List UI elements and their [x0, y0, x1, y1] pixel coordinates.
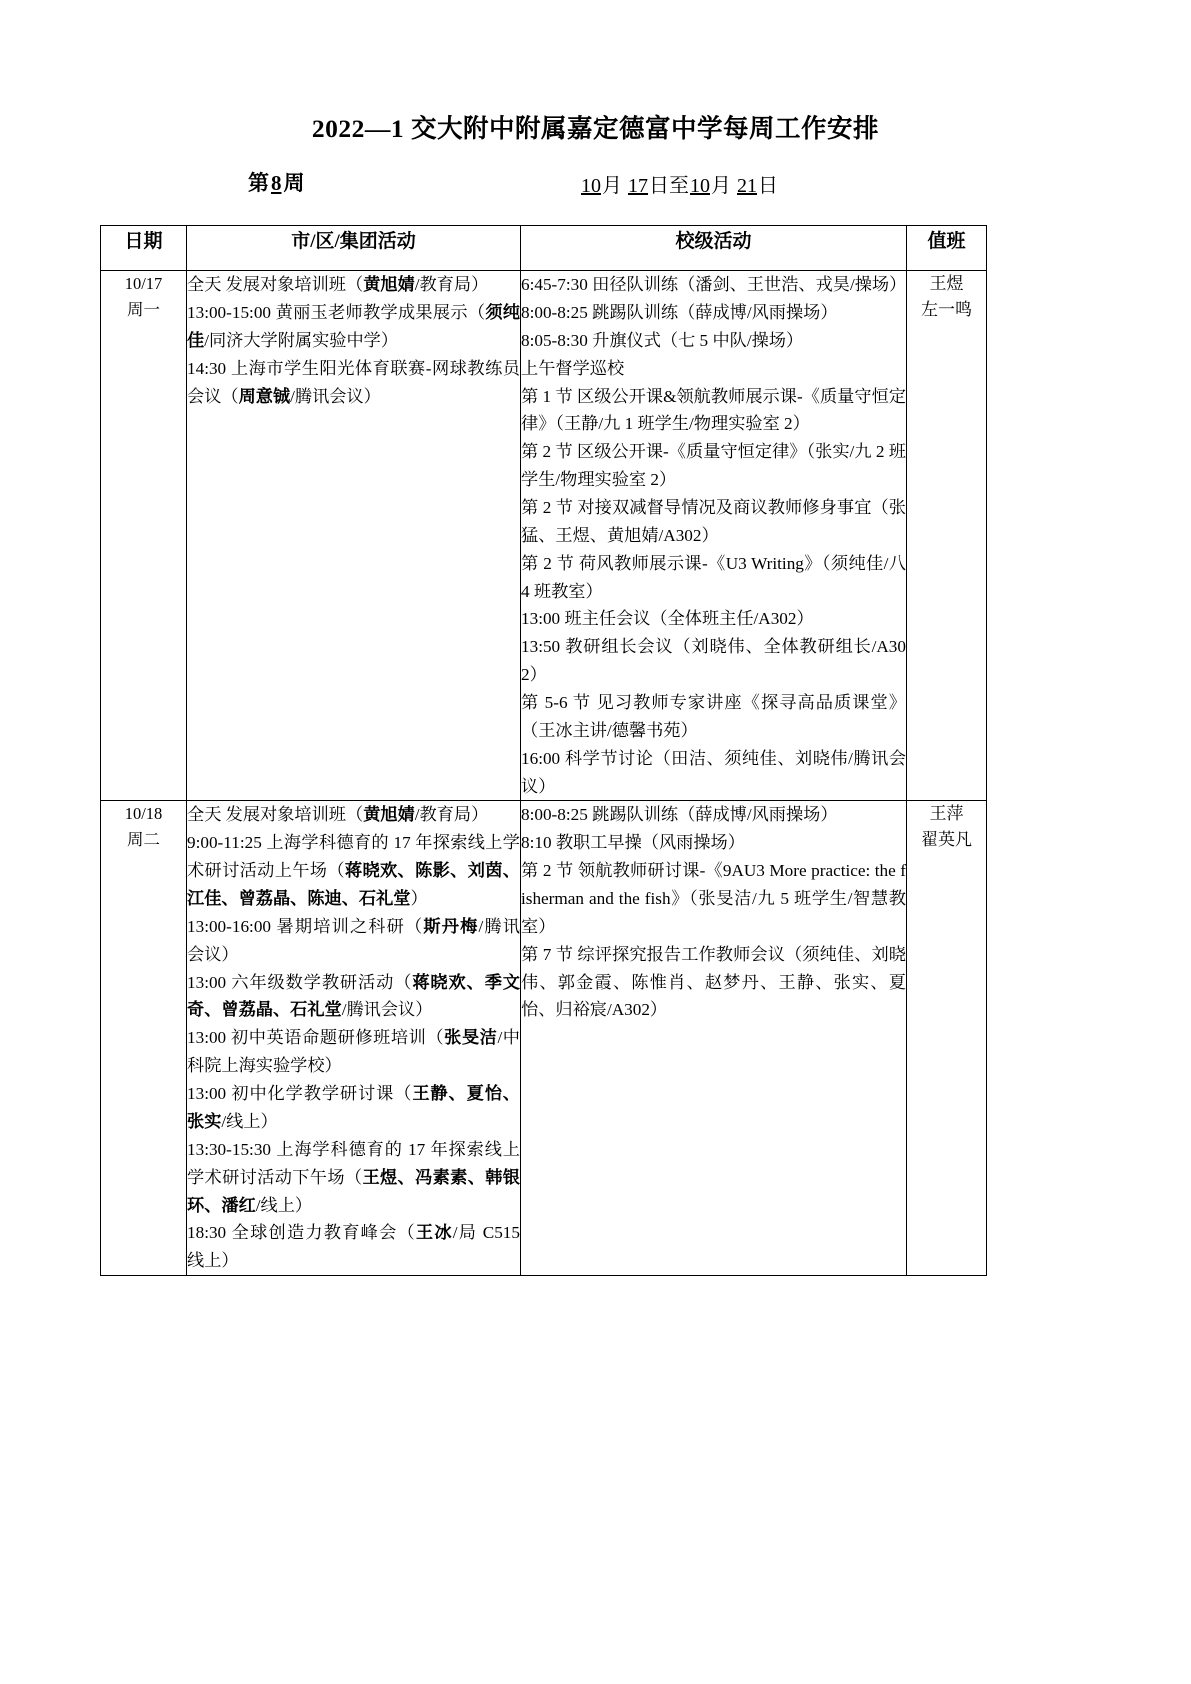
date-value: 10/17 [124, 274, 163, 294]
activity-entry: 13:00 班主任会议（全体班主任/A302） [521, 609, 814, 629]
page-title: 2022—1 交大附中附属嘉定德富中学每周工作安排 [311, 114, 880, 143]
activity-entry: 第 2 节 对接双减督导情况及商议教师修身事宜（张猛、王煜、黄旭婧/A302） [521, 498, 906, 545]
date-start-month: 10 [581, 175, 601, 198]
activity-entry: 全天 发展对象培训班（黄旭婧/教育局） [187, 805, 489, 825]
day-char-1: 日 [649, 175, 669, 198]
activity-entry: 第 5-6 节 见习教师专家讲座《探寻高品质课堂》（王冰主讲/德馨书苑） [521, 693, 906, 740]
cell-date [101, 271, 187, 801]
cell-city-activity [187, 271, 521, 801]
activity-entry: 13:00-15:00 黄丽玉老师教学成果展示（须纯佳/同济大学附属实验中学） [187, 303, 520, 350]
header-date: 日期 [101, 226, 187, 271]
cell-school-activity [521, 271, 907, 801]
weekday-value: 周一 [127, 299, 160, 319]
activity-entry: 13:50 教研组长会议（刘晓伟、全体教研组长/A302） [521, 637, 906, 685]
activity-entry: 18:30 全球创造力教育峰会（王冰/局 C515 线上） [187, 1223, 520, 1271]
date-range [580, 169, 778, 198]
weekday-value: 周二 [127, 830, 160, 850]
week-suffix: 周 [283, 171, 305, 196]
activity-entry: 第 2 节 荷风教师展示课-《U3 Writing》（须纯佳/八 4 班教室） [521, 553, 906, 601]
activity-entry: 13:00 初中化学教学研讨课（王静、夏怡、张实/线上） [187, 1084, 520, 1131]
activity-entry: 14:30 上海市学生阳光体育联赛-网球教练员会议（周意铖/腾讯会议） [187, 358, 520, 406]
date-end-month: 10 [690, 175, 710, 198]
cell-school-activity [521, 801, 907, 1276]
header-city-activity: 市/区/集团活动 [187, 226, 521, 271]
activity-entry: 6:45-7:30 田径队训练（潘剑、王世浩、戎昊/操场） [521, 275, 907, 295]
activity-entry: 8:00-8:25 跳踢队训练（薛成博/风雨操场） [521, 303, 838, 322]
table-header-row [101, 226, 987, 271]
activity-entry: 13:00-16:00 暑期培训之科研（斯丹梅/腾讯会议） [187, 916, 520, 964]
subtitle-row [100, 167, 1091, 211]
activity-entry: 第 2 节 区级公开课-《质量守恒定律》（张实/九 2 班学生/物理实验室 2） [521, 442, 906, 490]
month-char-1: 月 [602, 175, 622, 198]
date-start-day: 17 [628, 175, 648, 198]
to-char: 至 [669, 175, 689, 198]
cell-duty [907, 801, 987, 1276]
date-value: 10/18 [124, 804, 163, 824]
week-prefix: 第 [248, 171, 269, 196]
duty-person: 左一鸣 [921, 299, 972, 319]
activity-entry: 13:00 初中英语命题研修班培训（张旻洁/中科院上海实验学校） [187, 1028, 520, 1076]
table-body [101, 271, 987, 1276]
cell-duty [907, 271, 987, 801]
cell-date [101, 801, 187, 1276]
activity-entry: 13:30-15:30 上海学科德育的 17 年探索线上学术研讨活动下午场（王煜、冯素素、韩银环、潘红/线上） [187, 1139, 520, 1215]
activity-entry: 全天 发展对象培训班（黄旭婧/教育局） [187, 275, 489, 295]
table-row [101, 271, 987, 801]
activity-entry: 第 7 节 综评探究报告工作教师会议（须纯佳、刘晓伟、郭金霞、陈惟肖、赵梦丹、王静、张实、夏怡、归裕宸/A302） [521, 944, 906, 1020]
activity-entry: 第 1 节 区级公开课&领航教师展示课-《质量守恒定律》（王静/九 1 班学生/物理实验室 2） [521, 386, 906, 434]
duty-person: 王萍 [929, 804, 964, 824]
activity-entry: 第 2 节 领航教师研讨课-《9AU3 More practice: the fisherman and the fish》（张旻洁/九 5 班学生/智慧教室） [521, 861, 906, 936]
header-school-activity: 校级活动 [521, 226, 907, 271]
activity-entry: 8:00-8:25 跳踢队训练（薛成博/风雨操场） [521, 805, 838, 825]
day-char-2: 日 [758, 175, 778, 198]
duty-person: 翟英凡 [921, 829, 972, 849]
month-char-2: 月 [711, 175, 731, 198]
date-end-day: 21 [737, 175, 757, 198]
activity-entry: 9:00-11:25 上海学科德育的 17 年探索线上学术研讨活动上午场（蒋晓欢、陈影、刘茵、江佳、曾荔晶、陈迪、石礼堂） [187, 833, 520, 909]
duty-person: 王煜 [929, 274, 964, 294]
activity-entry: 8:05-8:30 升旗仪式（七 5 中队/操场） [521, 330, 804, 350]
cell-city-activity [187, 801, 521, 1276]
activity-entry: 13:00 六年级数学教研活动（蒋晓欢、季文奇、曾荔晶、石礼堂/腾讯会议） [187, 972, 520, 1020]
header-duty: 值班 [907, 226, 987, 271]
activity-entry: 上午督学巡校 [521, 358, 625, 378]
week-number: 8 [271, 171, 282, 196]
activity-entry: 16:00 科学节讨论（田洁、须纯佳、刘晓伟/腾讯会议） [521, 748, 906, 796]
week-label [248, 167, 305, 197]
table-row [101, 801, 987, 1276]
activity-entry: 8:10 教职工早操（风雨操场） [521, 833, 745, 853]
weekly-schedule-table [100, 225, 987, 1276]
